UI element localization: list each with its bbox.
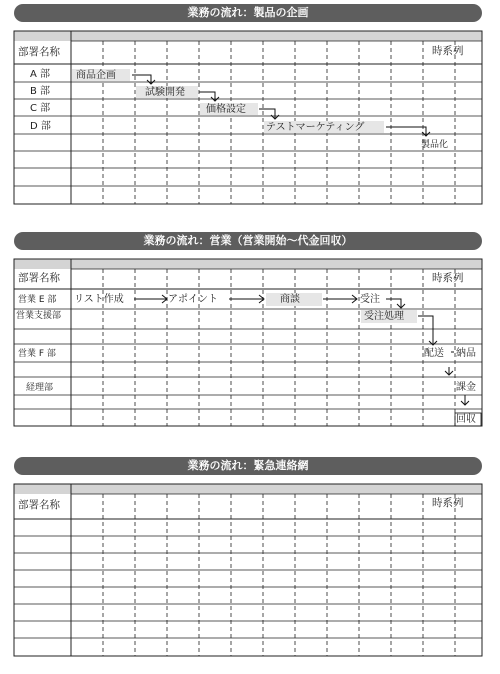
step-label: 納品 bbox=[456, 348, 476, 359]
dept-name: D 部 bbox=[30, 121, 51, 132]
dept-name: 営業支援部 bbox=[16, 311, 62, 321]
dept-name: B 部 bbox=[30, 86, 51, 97]
section-title: 業務の流れ：営業（営業開始〜代金回収） bbox=[14, 232, 482, 250]
flow-arrows bbox=[134, 295, 481, 426]
time-header: 時系列 bbox=[432, 272, 464, 284]
dept-name: 経理部 bbox=[26, 383, 54, 393]
step-label: リスト作成 bbox=[74, 294, 124, 305]
flow-table-sales bbox=[14, 259, 482, 459]
step-label: 試験開発 bbox=[145, 87, 185, 98]
section-title: 業務の流れ：緊急連絡網 bbox=[14, 457, 482, 475]
step-label: 商談 bbox=[280, 294, 300, 305]
dept-name: A 部 bbox=[30, 69, 51, 80]
step-label: アポイント bbox=[168, 294, 218, 305]
step-label: 商品企画 bbox=[76, 70, 116, 81]
step-label: 課金 bbox=[456, 382, 476, 393]
step-label: 配送 bbox=[424, 348, 444, 359]
flow-table-emergency-contact bbox=[14, 484, 482, 674]
time-header: 時系列 bbox=[432, 497, 464, 509]
dept-header: 部署名称 bbox=[18, 499, 60, 511]
dept-header: 部署名称 bbox=[18, 46, 60, 58]
step-label: テストマーケティング bbox=[266, 122, 365, 133]
step-label: 受注 bbox=[360, 294, 380, 305]
dept-name: 営業 F 部 bbox=[18, 349, 56, 359]
dept-name: 営業 E 部 bbox=[18, 295, 57, 305]
time-header: 時系列 bbox=[432, 45, 464, 57]
flow-table-product-planning bbox=[14, 31, 482, 206]
dept-header: 部署名称 bbox=[18, 272, 60, 284]
step-label: 受注処理 bbox=[364, 311, 404, 322]
section-title: 業務の流れ：製品の企画 bbox=[14, 4, 482, 22]
step-label: 価格設定 bbox=[206, 104, 246, 115]
step-label: 回収 bbox=[456, 414, 476, 425]
dept-name: C 部 bbox=[30, 103, 51, 114]
step-label: 製品化 bbox=[421, 140, 449, 150]
